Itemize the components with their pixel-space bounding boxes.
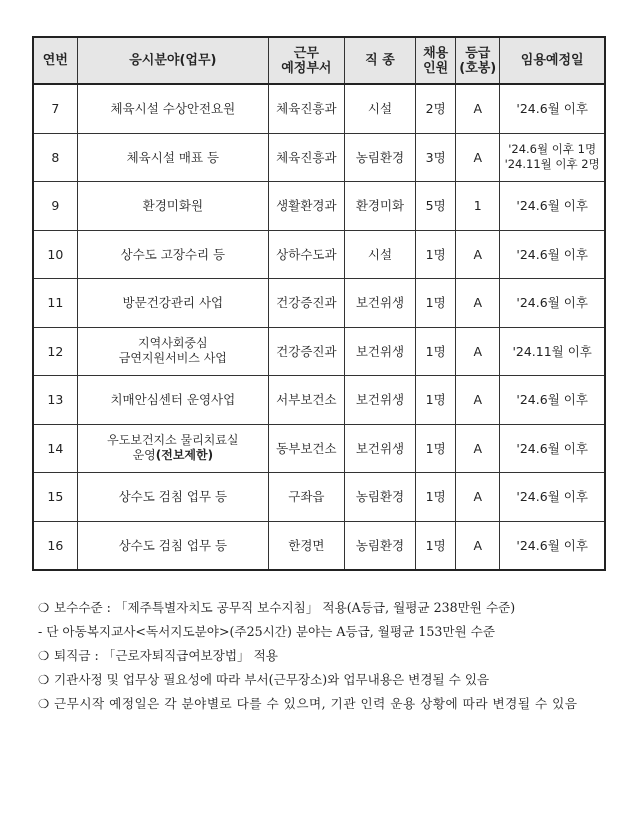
cell-grade: A	[456, 84, 500, 133]
circle-bullet-icon: ❍	[38, 648, 50, 663]
cell-no: 15	[33, 473, 77, 522]
cell-dept: 구좌읍	[269, 473, 345, 522]
cell-grade: A	[456, 376, 500, 425]
cell-grade: A	[456, 521, 500, 570]
cell-num: 1명	[416, 473, 456, 522]
note-text: 근무시작 예정일은 각 분야별로 다를 수 있으며, 기관 인력 운용 상황에 따라 변경될 수 있음	[54, 696, 578, 711]
cell-no: 8	[33, 133, 77, 182]
cell-num: 1명	[416, 521, 456, 570]
table-row	[33, 133, 605, 182]
cell-date: '24.11월 이후	[500, 327, 605, 376]
cell-dept: 건강증진과	[269, 279, 345, 328]
cell-type: 보건위생	[344, 327, 416, 376]
cell-no: 11	[33, 279, 77, 328]
cell-field-restriction: (전보제한)	[155, 448, 214, 463]
circle-bullet-icon: ❍	[38, 696, 50, 711]
header-grade-line2: (호봉)	[459, 60, 497, 76]
cell-no: 7	[33, 84, 77, 133]
circle-bullet-icon: ❍	[38, 600, 50, 615]
cell-grade: A	[456, 473, 500, 522]
note-severance	[38, 644, 608, 668]
cell-no: 9	[33, 182, 77, 231]
cell-field-line1: 우도보건지소 물리치료실	[107, 433, 239, 448]
cell-type: 농림환경	[344, 473, 416, 522]
cell-num: 5명	[416, 182, 456, 231]
table-row	[33, 376, 605, 425]
recruitment-table	[32, 36, 606, 571]
cell-field-line2: 운영	[132, 448, 156, 463]
header-date: 임용예정일	[500, 37, 605, 84]
cell-grade: 1	[456, 182, 500, 231]
table-row	[33, 521, 605, 570]
cell-field: 상수도 검침 업무 등	[77, 473, 268, 522]
cell-date: '24.6월 이후	[500, 230, 605, 279]
cell-date: '24.6월 이후	[500, 521, 605, 570]
cell-dept: 생활환경과	[269, 182, 345, 231]
cell-dept: 건강증진과	[269, 327, 345, 376]
cell-type: 환경미화	[344, 182, 416, 231]
cell-no: 13	[33, 376, 77, 425]
cell-date-line2: '24.11월 이후 2명	[504, 157, 600, 172]
cell-no: 10	[33, 230, 77, 279]
note-department-change	[38, 668, 608, 692]
cell-dept: 체육진흥과	[269, 133, 345, 182]
cell-num: 1명	[416, 376, 456, 425]
cell-date: '24.6월 이후	[500, 424, 605, 473]
cell-num: 1명	[416, 327, 456, 376]
circle-bullet-icon: ❍	[38, 672, 50, 687]
cell-type: 보건위생	[344, 279, 416, 328]
table-row	[33, 279, 605, 328]
cell-date	[500, 133, 605, 182]
cell-field: 치매안심센터 운영사업	[77, 376, 268, 425]
cell-date: '24.6월 이후	[500, 84, 605, 133]
cell-num: 1명	[416, 279, 456, 328]
header-dept-line1: 근무	[293, 45, 319, 61]
header-num-line1: 채용	[423, 45, 449, 61]
cell-field-line2: 금연지원서비스 사업	[118, 351, 227, 366]
cell-num: 3명	[416, 133, 456, 182]
header-no: 연번	[33, 37, 77, 84]
cell-type: 농림환경	[344, 521, 416, 570]
table-row	[33, 473, 605, 522]
header-num	[416, 37, 456, 84]
cell-field: 상수도 검침 업무 등	[77, 521, 268, 570]
note-text: 보수수준 : 「제주특별자치도 공무직 보수지침」 적용(A등급, 월평균 238만원 수준)	[54, 600, 516, 615]
cell-field	[77, 327, 268, 376]
note-text: 기관사정 및 업무상 필요성에 따라 부서(근무장소)와 업무내용은 변경될 수 있음	[54, 672, 490, 687]
cell-no: 14	[33, 424, 77, 473]
header-grade	[456, 37, 500, 84]
cell-date-line1: '24.6월 이후 1명	[508, 142, 597, 157]
cell-field: 방문건강관리 사업	[77, 279, 268, 328]
note-text: - 단 아동복지교사<독서지도분야>(주25시간) 분야는 A등급, 월평균 153만원 수준	[38, 624, 496, 639]
note-text: 퇴직금 : 「근로자퇴직급여보장법」 적용	[54, 648, 278, 663]
cell-no: 12	[33, 327, 77, 376]
table-row	[33, 182, 605, 231]
cell-grade: A	[456, 133, 500, 182]
note-pay	[38, 596, 608, 620]
cell-field-line1: 지역사회중심	[138, 336, 208, 351]
cell-dept: 서부보건소	[269, 376, 345, 425]
cell-type: 보건위생	[344, 424, 416, 473]
cell-type: 보건위생	[344, 376, 416, 425]
cell-dept: 동부보건소	[269, 424, 345, 473]
cell-grade: A	[456, 327, 500, 376]
cell-date: '24.6월 이후	[500, 182, 605, 231]
cell-type: 시설	[344, 230, 416, 279]
cell-field: 체육시설 매표 등	[77, 133, 268, 182]
note-start-date	[38, 692, 608, 716]
cell-grade: A	[456, 424, 500, 473]
cell-num: 2명	[416, 84, 456, 133]
cell-date: '24.6월 이후	[500, 473, 605, 522]
cell-grade: A	[456, 279, 500, 328]
cell-dept: 한경면	[269, 521, 345, 570]
cell-grade: A	[456, 230, 500, 279]
table-row	[33, 327, 605, 376]
cell-type: 시설	[344, 84, 416, 133]
cell-type: 농림환경	[344, 133, 416, 182]
table-row	[33, 230, 605, 279]
header-grade-line1: 등급	[465, 45, 491, 61]
cell-num: 1명	[416, 424, 456, 473]
table-row	[33, 424, 605, 473]
cell-dept: 체육진흥과	[269, 84, 345, 133]
header-dept	[269, 37, 345, 84]
cell-num: 1명	[416, 230, 456, 279]
header-num-line2: 인원	[423, 60, 449, 76]
cell-field: 상수도 고장수리 등	[77, 230, 268, 279]
header-field: 응시분야(업무)	[77, 37, 268, 84]
header-type: 직 종	[344, 37, 416, 84]
notes-section	[38, 596, 608, 716]
table-header-row	[33, 37, 605, 84]
note-pay-exception	[38, 620, 608, 644]
cell-field	[77, 424, 268, 473]
cell-dept: 상하수도과	[269, 230, 345, 279]
cell-field: 체육시설 수상안전요원	[77, 84, 268, 133]
cell-field: 환경미화원	[77, 182, 268, 231]
cell-date: '24.6월 이후	[500, 279, 605, 328]
cell-no: 16	[33, 521, 77, 570]
table-row	[33, 84, 605, 133]
header-dept-line2: 예정부서	[281, 60, 332, 76]
cell-date: '24.6월 이후	[500, 376, 605, 425]
